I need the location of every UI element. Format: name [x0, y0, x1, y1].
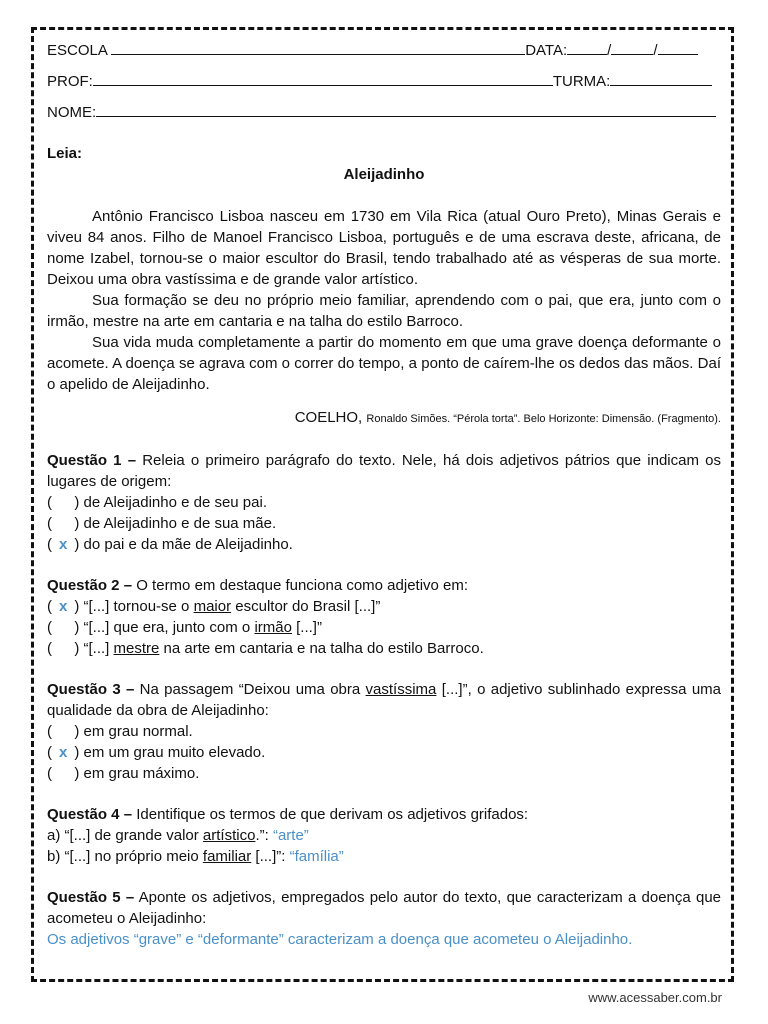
question-2-option-c[interactable]: ( ) “[...] mestre na arte em cantaria e na talha do estilo Barroco. [47, 640, 484, 657]
option-mark: x [59, 598, 68, 615]
prof-line [47, 71, 721, 92]
answer-text: “arte” [272, 827, 309, 844]
option-mark: x [59, 536, 68, 553]
prof-field[interactable] [93, 71, 553, 86]
question-2-option-b[interactable]: ( ) “[...] que era, junto com o irmão [...]” [47, 619, 322, 636]
question-2 [47, 575, 721, 596]
question-4-item-b: b) “[...] no próprio meio familiar [...]”: “família” [47, 848, 344, 865]
option-mark: x [59, 744, 68, 761]
question-1 [47, 450, 721, 492]
highlighted-term: irmão [254, 619, 292, 636]
question-3: Questão 3 – Na passagem “Deixou uma obra vastíssima [...]”, o adjetivo sublinhado expressa uma qualidade da obra de Aleijadinho: [47, 681, 722, 719]
data-month-field[interactable] [611, 40, 653, 55]
question-2-option-a[interactable]: ( x ) “[...] tornou-se o maior escultor do Brasil [...]” [47, 598, 381, 615]
data-day-field[interactable] [567, 40, 607, 55]
highlighted-term: familiar [202, 848, 252, 865]
prof-label: PROF: [47, 73, 93, 90]
question-4-text: Identifique os termos de que derivam os adjetivos grifados: [136, 806, 529, 823]
reference-author: COELHO, [294, 409, 363, 426]
nome-label: NOME: [47, 104, 97, 121]
turma-label: TURMA: [552, 73, 611, 90]
data-label: DATA: [525, 42, 568, 59]
nome-field[interactable] [96, 102, 716, 117]
data-year-field[interactable] [658, 40, 698, 55]
highlighted-term: maior [193, 598, 232, 615]
question-3-option-c[interactable]: ( ) em grau máximo. [47, 765, 200, 782]
question-5 [47, 887, 721, 929]
question-5-text: Aponte os adjetivos, empregados pelo autor do texto, que caracterizam a doença que acometeu o Aleijadinho: [47, 889, 722, 927]
question-2-label: Questão 2 – [47, 577, 133, 594]
question-1-option-c[interactable]: ( x ) do pai e da mãe de Aleijadinho. [47, 536, 293, 553]
question-1-text: Releia o primeiro parágrafo do texto. Nele, há dois adjetivos pátrios que indicam os lugares de origem: [47, 452, 721, 490]
text-title: Aleijadinho [343, 166, 425, 183]
question-2-text: O termo em destaque funciona como adjetivo em: [136, 577, 469, 594]
question-1-option-a[interactable]: ( ) de Aleijadinho e de seu pai. [47, 494, 267, 511]
turma-field[interactable] [610, 71, 712, 86]
escola-field[interactable] [111, 40, 525, 55]
highlighted-term: vastíssima [365, 681, 437, 698]
reference [47, 407, 721, 430]
question-4-label: Questão 4 – [47, 806, 133, 823]
question-1-label: Questão 1 – [47, 452, 137, 469]
highlighted-term: mestre [113, 640, 160, 657]
nome-line [47, 102, 721, 123]
question-3-label: Questão 3 – [47, 681, 135, 698]
question-5-label: Questão 5 – [47, 889, 135, 906]
footer-site: www.acessaber.com.br [588, 990, 722, 1005]
reference-details: Ronaldo Simões. “Pérola torta”. Belo Horizonte: Dimensão. (Fragmento). [366, 413, 721, 425]
question-3-option-b[interactable]: ( x ) em um grau muito elevado. [47, 744, 266, 761]
paragraph-1: Antônio Francisco Lisboa nasceu em 1730 em Vila Rica (atual Ouro Preto), Minas Gerais e viveu 84 anos. Filho de Manoel Francisco Lisboa, português e de uma escrava deste, africana, de nome Izabel, tornou-se o maior escultor do Brasil, tendo trabalhado até as vésperas de sua morte. Deixou uma obra vastíssima e de grande valor artístico. [47, 208, 721, 288]
question-3-option-a[interactable]: ( ) em grau normal. [47, 723, 193, 740]
highlighted-term: artístico [202, 827, 256, 844]
escola-label: ESCOLA [47, 42, 108, 59]
worksheet [47, 40, 721, 950]
paragraph-2: Sua formação se deu no próprio meio familiar, aprendendo com o pai, que era, junto com o irmão, mestre na arte em cantaria e na talha do estilo Barroco. [47, 292, 721, 330]
question-5-answer: Os adjetivos “grave” e “deformante” caracterizam a doença que acometeu o Aleijadinho. [47, 931, 633, 948]
question-4 [47, 804, 721, 825]
question-1-option-b[interactable]: ( ) de Aleijadinho e de sua mãe. [47, 515, 277, 532]
answer-text: “família” [289, 848, 344, 865]
leia-label: Leia: [47, 145, 83, 162]
question-4-item-a: a) “[...] de grande valor artístico.”: “arte” [47, 827, 309, 844]
escola-line: ESCOLA DATA: / / [47, 40, 721, 61]
paragraph-3: Sua vida muda completamente a partir do momento em que uma grave doença deformante o acomete. A doença se agrava com o correr do tempo, a ponto de caírem-lhe os dedos das mãos. Daí o apelido de Aleijadinho. [47, 334, 721, 393]
